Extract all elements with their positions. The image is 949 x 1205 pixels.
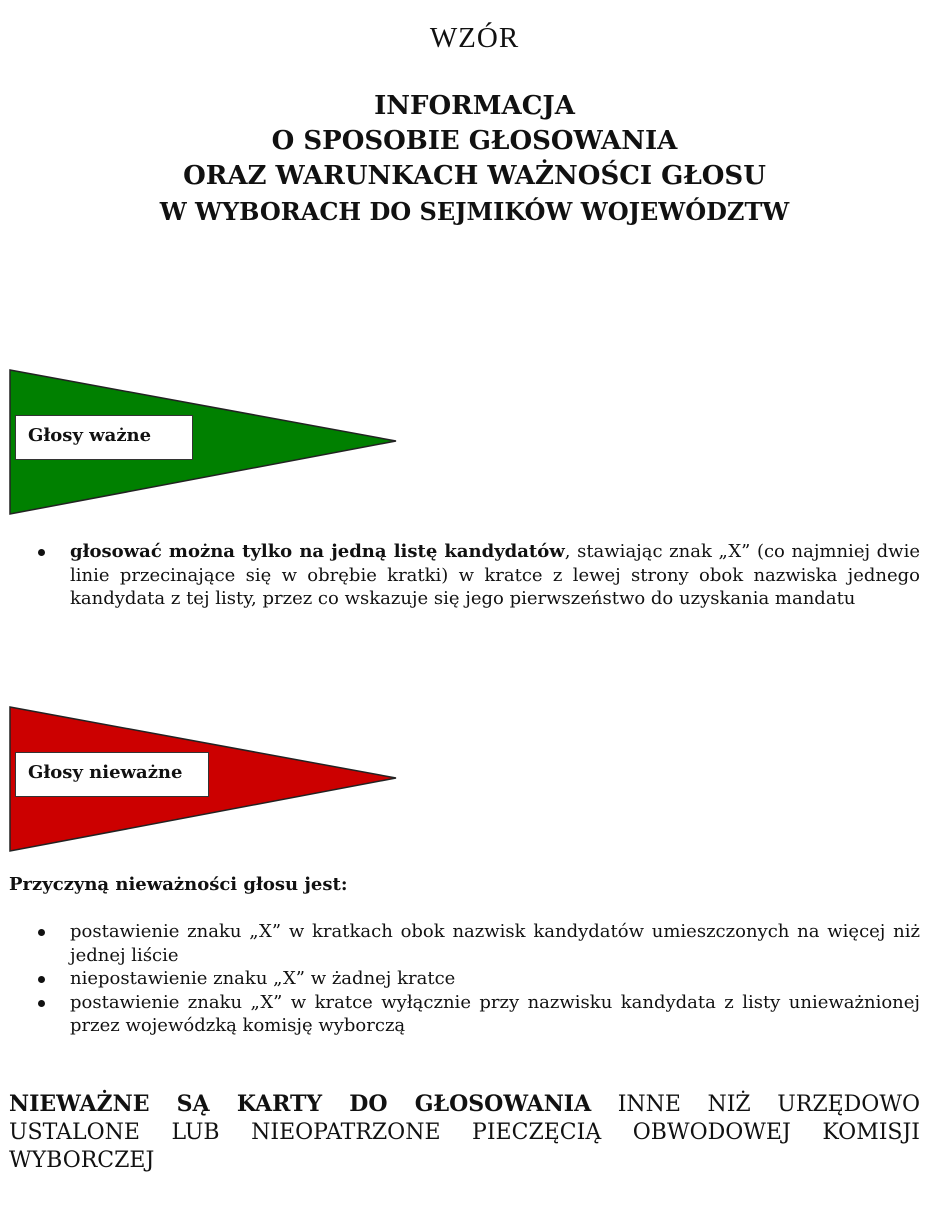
valid-rule-text: , stawiając znak „X” (co najmniej dwie linie przecinające się w obrębie kratki) w kratce z lewej strony obok nazwiska jednego kandydata z tej listy, przez co wskazuje się jego pierwszeństwo do uzyskania mandatu	[70, 541, 920, 609]
heading-line-2: O SPOSOBIE GŁOSOWANIA	[271, 126, 678, 156]
bullet-icon	[38, 976, 45, 983]
heading-line-4: W WYBORACH DO SEJMIKÓW WOJEWÓDZTW	[159, 197, 790, 226]
invalid-reasons-list	[0, 920, 920, 1038]
invalid-reason-text: postawienie znaku „X” w kratce wyłącznie przy nazwisku kandydata z listy unieważnionej przez wojewódzką komisję wyborczą	[70, 991, 920, 1036]
list-item	[0, 540, 920, 611]
valid-votes-pennant	[9, 369, 397, 515]
invalid-reason-title: Przyczyną nieważności głosu jest:	[9, 874, 348, 895]
invalid-votes-pennant	[9, 706, 397, 852]
invalid-votes-label: Głosy nieważne	[15, 752, 209, 797]
document-heading	[0, 89, 949, 229]
list-item	[0, 920, 920, 967]
list-item	[0, 991, 920, 1038]
heading-line-3: ORAZ WARUNKACH WAŻNOŚCI GŁOSU	[183, 161, 766, 191]
invalid-reason-text: postawienie znaku „X” w kratkach obok nazwisk kandydatów umieszczonych na więcej niż jednej liście	[70, 921, 920, 966]
footer-text: INNE NIŻ URZĘDOWO USTALONE LUB NIEOPATRZONE PIECZĘCIĄ OBWODOWEJ KOMISJI WYBORCZEJ	[9, 1092, 920, 1173]
list-item	[0, 967, 920, 991]
bullet-icon	[38, 929, 45, 936]
bullet-icon	[38, 1000, 45, 1007]
footer-emphasis: NIEWAŻNE SĄ KARTY DO GŁOSOWANIA	[9, 1091, 592, 1117]
bullet-icon	[38, 549, 45, 556]
valid-votes-label: Głosy ważne	[15, 415, 193, 460]
footer-notice	[9, 1090, 920, 1175]
stamp-label: WZÓR	[429, 22, 520, 54]
valid-rule-emphasis: głosować można tylko na jedną listę kandydatów	[70, 541, 565, 562]
valid-votes-list	[0, 540, 920, 611]
heading-line-1: INFORMACJA	[374, 91, 575, 121]
invalid-reason-text: niepostawienie znaku „X” w żadnej kratce	[70, 968, 456, 989]
